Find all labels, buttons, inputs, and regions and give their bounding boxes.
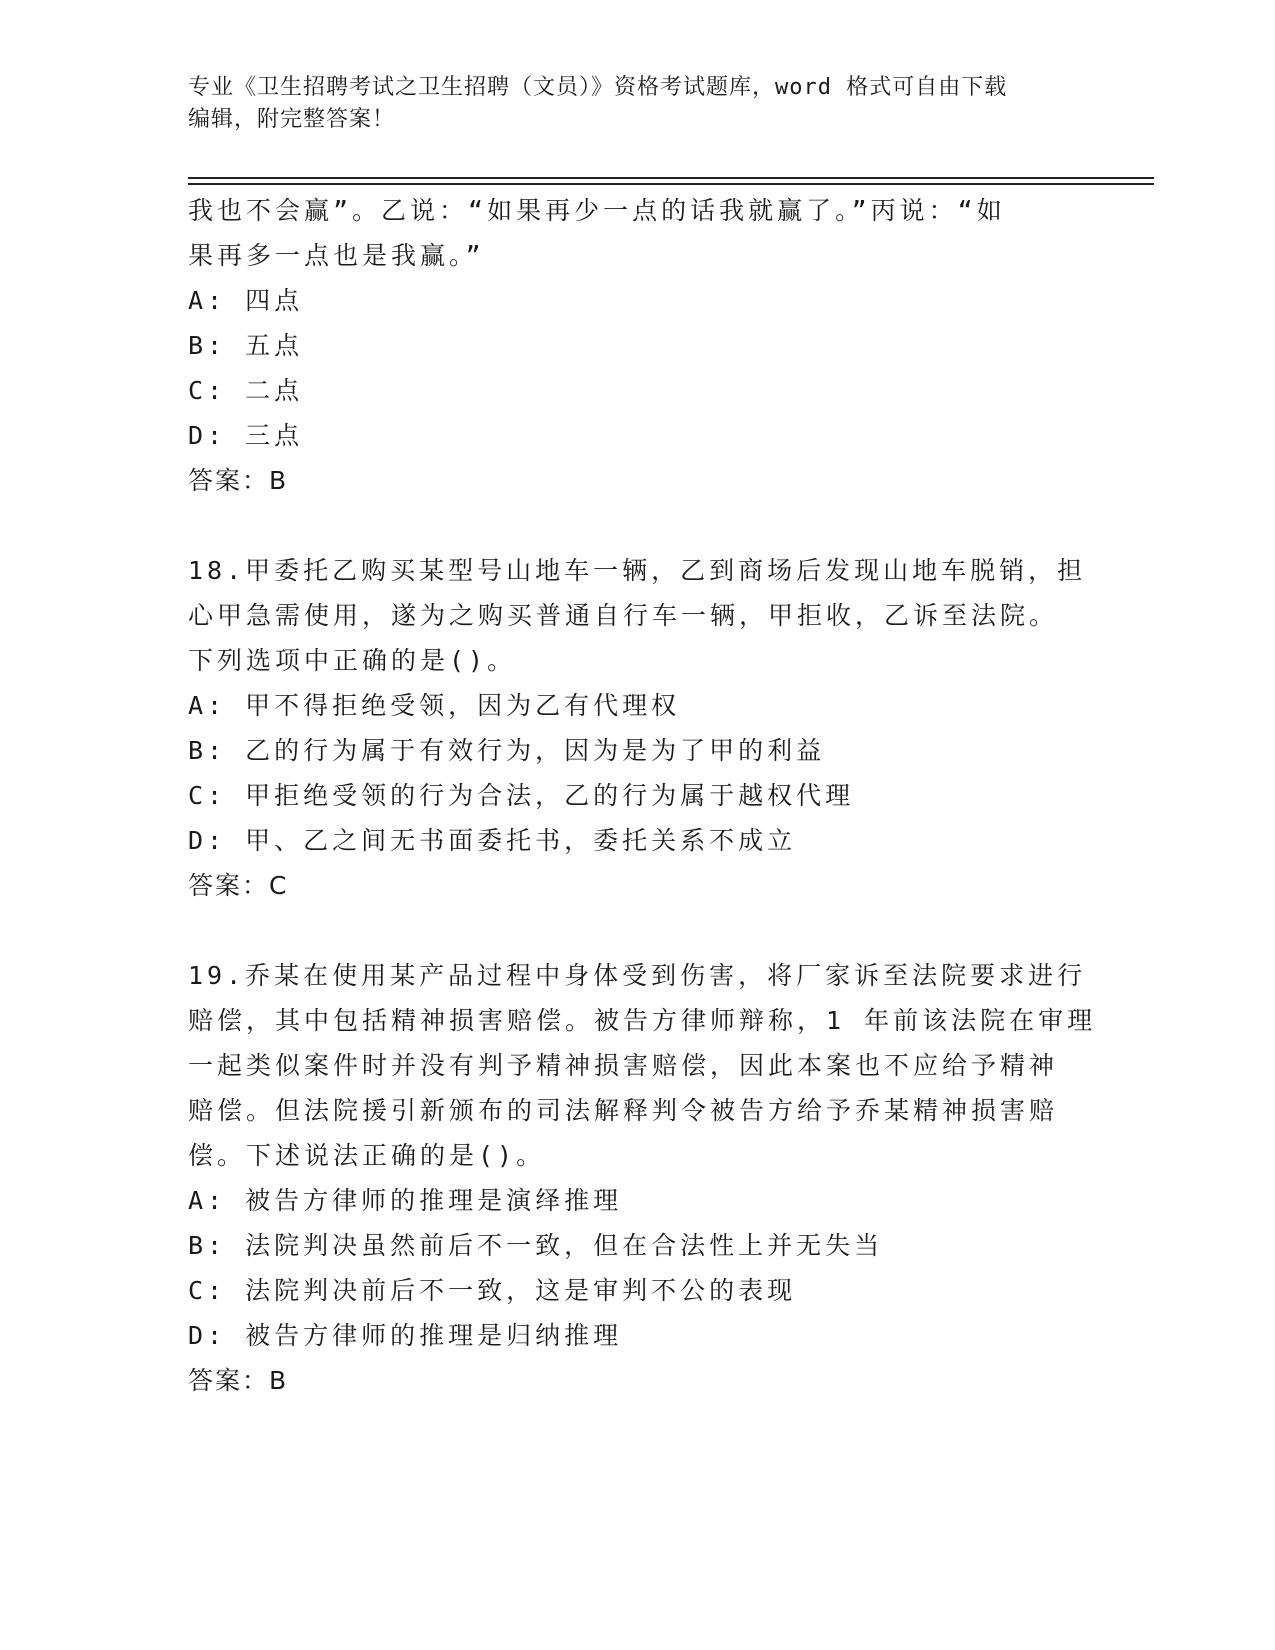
option-a: A: 被告方律师的推理是演绎推理: [188, 1186, 623, 1215]
question-stem-line: 赔偿，其中包括精神损害赔偿。被告方律师辩称，1 年前该法院在审理: [188, 1006, 1097, 1035]
option-d: D: 甲、乙之间无书面委托书，委托关系不成立: [188, 826, 797, 855]
option-a: A: 甲不得拒绝受领，因为乙有代理权: [188, 691, 681, 720]
option-c: C: 二点: [188, 376, 304, 405]
question-stem-line: 18.甲委托乙购买某型号山地车一辆，乙到商场后发现山地车脱销，担: [188, 556, 1087, 585]
question-spacer: [188, 503, 1088, 548]
question-stem-line: 一起类似案件时并没有判予精神损害赔偿，因此本案也不应给予精神: [188, 1051, 1059, 1080]
option-b: B: 乙的行为属于有效行为，因为是为了甲的利益: [188, 736, 826, 765]
question-18: [188, 548, 1088, 908]
question-19: [188, 953, 1097, 1403]
question-stem-line: 果再多一点也是我赢。”: [188, 241, 485, 270]
header-line-2: 编辑，附完整答案！: [188, 107, 396, 132]
question-content: [188, 188, 1097, 1403]
question-stem-line: 偿。下述说法正确的是()。: [188, 1141, 546, 1170]
option-b: B: 法院判决虽然前后不一致，但在合法性上并无失当: [188, 1231, 884, 1260]
question-stem-line: 赔偿。但法院援引新颁布的司法解释判令被告方给予乔某精神损害赔: [188, 1096, 1059, 1125]
header-divider-bottom: [188, 183, 1154, 185]
question-stem-line: 我也不会赢”。乙说：“如果再少一点的话我就赢了。”丙说：“如: [188, 196, 1006, 225]
option-b: B: 五点: [188, 331, 304, 360]
option-c: C: 甲拒绝受领的行为合法，乙的行为属于越权代理: [188, 781, 855, 810]
option-d: D: 三点: [188, 421, 304, 450]
question-17: [188, 188, 1088, 503]
answer-line: 答案：B: [188, 1366, 289, 1395]
question-spacer: [188, 908, 1088, 953]
option-c: C: 法院判决前后不一致，这是审判不公的表现: [188, 1276, 797, 1305]
option-a: A: 四点: [188, 286, 304, 315]
question-stem-line: 心甲急需使用，遂为之购买普通自行车一辆，甲拒收，乙诉至法院。: [188, 601, 1059, 630]
option-d: D: 被告方律师的推理是归纳推理: [188, 1321, 623, 1350]
answer-line: 答案：C: [188, 871, 289, 900]
header-line-1: 专业《卫生招聘考试之卫生招聘（文员）》资格考试题库，word 格式可自由下载: [188, 75, 1008, 100]
answer-line: 答案：B: [188, 466, 289, 495]
header-divider-top: [188, 177, 1154, 179]
document-header: [188, 72, 1088, 136]
question-stem-line: 下列选项中正确的是()。: [188, 646, 517, 675]
question-stem-line: 19.乔某在使用某产品过程中身体受到伤害，将厂家诉至法院要求进行: [188, 961, 1087, 990]
